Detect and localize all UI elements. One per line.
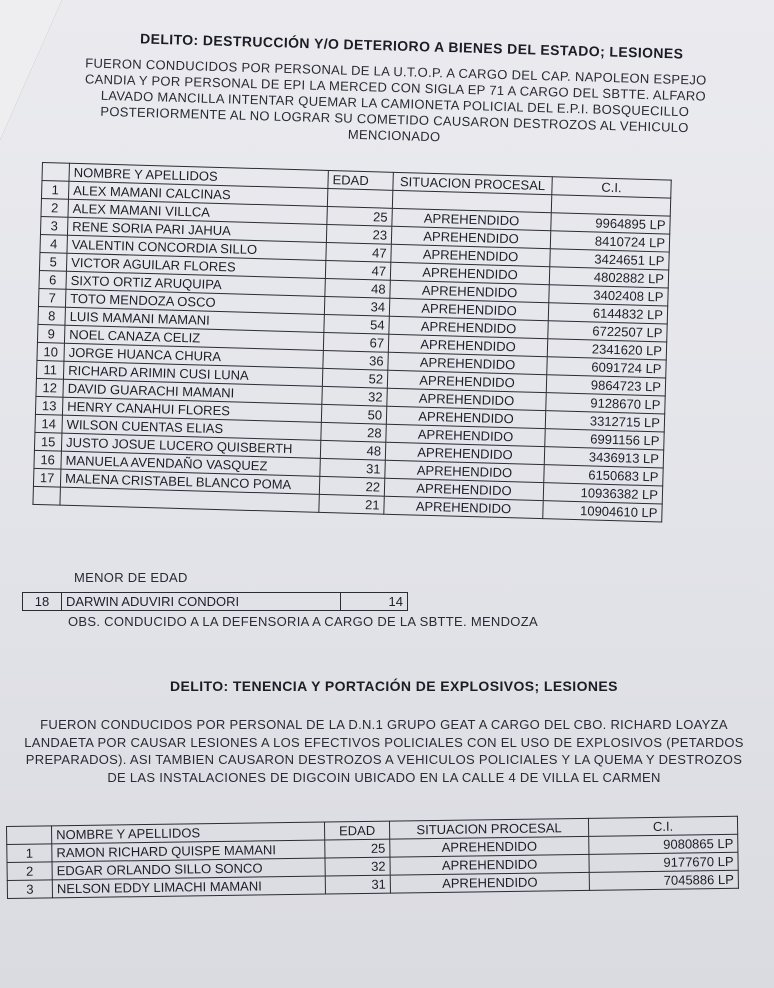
row-name: HENRY CANAHUI FLORES [62, 397, 321, 422]
row-number: 15 [34, 432, 61, 451]
row-age: 48 [320, 440, 385, 460]
row-number: 1 [7, 844, 52, 863]
header-number [42, 163, 69, 182]
row-number: 6 [39, 270, 66, 289]
row-name: NELSON EDDY LIMACHI MAMANI [52, 876, 325, 898]
header-ci: C.I. [588, 816, 737, 836]
row-number: 1 [41, 181, 68, 200]
row-name: JUSTO JOSUE LUCERO QUISBERTH [61, 433, 320, 458]
row-ci: 8410724 LP [550, 231, 669, 252]
row-ci: 6150683 LP [544, 465, 663, 486]
row-age: 25 [327, 206, 392, 226]
row-age: 32 [325, 857, 390, 876]
row-status: APREHENDIDO [390, 280, 549, 302]
section2-paragraph: FUERON CONDUCIDOS POR PERSONAL DE LA D.N.1 GRUPO GEAT A CARGO DEL CBO. RICHARD LOAYZA LANDAETA POR CAUSAR LESIONES A LOS EFECTIVOS POLICIALES CON EL USO DE EXPLOSIVOS (PETARDOS PREPARADOS). ASI TAMBIEN CAUSARON DESTROZOS A VEHICULOS POLICIALES Y LA QUEMA Y DESTROZOS DE LAS INSTALACIONES DE DIGCOIN UBICADO EN LA CALLE 4 DE VILLA EL CARMEN [24, 717, 744, 785]
row-age [327, 188, 392, 208]
row-number: 11 [36, 360, 63, 379]
row-status: APREHENDIDO [386, 406, 545, 428]
row-ci: 9177670 LP [589, 852, 738, 872]
row-name: RENE SORIA PARI JAHUA [67, 217, 326, 242]
row-status: APREHENDIDO [387, 370, 546, 392]
row-ci: 10904610 LP [543, 501, 662, 522]
row-number: 17 [33, 468, 60, 487]
row-age: 48 [325, 278, 390, 298]
row-ci: 3312715 LP [545, 411, 664, 432]
row-age: 31 [320, 458, 385, 478]
row-ci: 7045886 LP [589, 870, 738, 890]
row-status: APREHENDIDO [387, 388, 546, 410]
row-age: 23 [326, 224, 391, 244]
header-name: NOMBRE Y APELLIDOS [69, 163, 328, 188]
row-name: MANUELA AVENDAÑO VASQUEZ [61, 451, 320, 476]
row-number: 12 [36, 378, 63, 397]
row-age: 28 [321, 422, 386, 442]
row-ci: 10936382 LP [543, 483, 662, 504]
row-status: APREHENDIDO [385, 460, 544, 482]
row-status: APREHENDIDO [384, 478, 543, 500]
header-name: NOMBRE Y APELLIDOS [52, 822, 325, 844]
row-status: APREHENDIDO [386, 424, 545, 446]
row-name: WILSON CUENTAS ELIAS [62, 415, 321, 440]
row-name: MALENA CRISTABEL BLANCO POMA [60, 469, 319, 494]
row-ci: 3436913 LP [544, 447, 663, 468]
row-age: 31 [325, 875, 390, 894]
row-ci: 4802882 LP [549, 267, 668, 288]
header-status: SITUACION PROCESAL [393, 172, 552, 194]
row-status: APREHENDIDO [390, 836, 589, 857]
row-number: 5 [39, 252, 66, 271]
row-name: SIXTO ORTIZ ARUQUIPA [66, 271, 325, 296]
row-ci: 6144832 LP [548, 303, 667, 324]
row-name: RICHARD ARIMIN CUSI LUNA [63, 361, 322, 386]
row-number: 3 [7, 880, 52, 899]
row-age: 34 [324, 296, 389, 316]
row-status: APREHENDIDO [390, 872, 589, 893]
row-ci: 6091724 LP [547, 357, 666, 378]
row-status: APREHENDIDO [385, 442, 544, 464]
row-number: 9 [37, 324, 64, 343]
row-ci: 6991156 LP [545, 429, 664, 450]
row-status: APREHENDIDO [384, 496, 543, 518]
row-status: APREHENDIDO [391, 226, 550, 248]
row-ci: 2341620 LP [547, 339, 666, 360]
row-name: DAVID GUARACHI MAMANI [63, 379, 322, 404]
row-ci: 9080865 LP [589, 834, 738, 854]
row-age: 47 [326, 242, 391, 262]
observation: OBS. CONDUCIDO A LA DEFENSORIA A CARGO DE LA SBTTE. MENDOZA [68, 614, 538, 629]
section2-table [6, 816, 739, 899]
table-row [23, 593, 408, 611]
section1-title: DELITO: DESTRUCCIÓN Y/O DETERIORO A BIENES DEL ESTADO; LESIONES [139, 30, 684, 62]
row-age: 50 [321, 404, 386, 424]
row-number: 7 [38, 288, 65, 307]
row-number: 2 [41, 198, 68, 217]
header-age: EDAD [328, 170, 393, 190]
minor-label: MENOR DE EDAD [74, 570, 188, 585]
row-name: TOTO MENDOZA OSCO [65, 289, 324, 314]
section1-paragraph: FUERON CONDUCIDOS POR PERSONAL DE LA U.T.O.P. A CARGO DEL CAP. NAPOLEON ESPEJO CANDIA Y POR PERSONAL DE EPI LA MERCED CON SIGLA EP 71 A CARGO DEL SBTTE. ALFARO LAVADO MANCILLA INTENTAR QUEMAR LA CAMIONETA POLICIAL DEL E.P.I. BOSQUECILLO POSTERIORMENTE AL NO LOGRAR SU COMETIDO CAUSARON DESTROZOS AL VEHICULO MENCIONADO [84, 55, 707, 145]
header-status: SITUACION PROCESAL [389, 818, 588, 839]
row-number [33, 486, 60, 505]
section1-table [32, 162, 671, 522]
row-ci: 9964895 LP [551, 213, 670, 234]
row-number: 2 [7, 862, 52, 881]
row-age: 47 [325, 260, 390, 280]
row-name: VICTOR AGUILAR FLORES [66, 253, 325, 278]
row-ci: 9128670 LP [546, 393, 665, 414]
row-number: 10 [37, 342, 64, 361]
row-status: APREHENDIDO [389, 298, 548, 320]
row-age: 21 [319, 494, 384, 514]
row-age: 32 [322, 386, 387, 406]
row-name: LUIS MAMANI MAMANI [65, 307, 324, 332]
row-number: 14 [35, 414, 62, 433]
row-status: APREHENDIDO [391, 244, 550, 266]
row-name: ALEX MAMANI VILLCA [68, 199, 327, 224]
row-age: 36 [323, 350, 388, 370]
row-age: 54 [324, 314, 389, 334]
row-name: ALEX MAMANI CALCINAS [68, 181, 327, 206]
row-ci: 3402408 LP [549, 285, 668, 306]
row-age: 52 [322, 368, 387, 388]
row-status: APREHENDIDO [389, 316, 548, 338]
row-age: 67 [323, 332, 388, 352]
minor-table [22, 592, 408, 611]
row-age: 25 [325, 839, 390, 858]
row-name: VALENTIN CONCORDIA SILLO [67, 235, 326, 260]
row-number: 13 [35, 396, 62, 415]
row-ci: 9864723 LP [546, 375, 665, 396]
header-ci: C.I. [552, 177, 671, 198]
row-age: 14 [341, 593, 408, 611]
row-name: RAMON RICHARD QUISPE MAMANI [52, 840, 325, 862]
header-number [7, 826, 52, 845]
row-number: 18 [23, 593, 62, 611]
row-ci: 3424651 LP [550, 249, 669, 270]
row-number: 8 [38, 306, 65, 325]
section2-title: DELITO: TENENCIA Y PORTACIÓN DE EXPLOSIVOS; LESIONES [170, 678, 618, 694]
row-name: DARWIN ADUVIRI CONDORI [62, 593, 341, 611]
header-age: EDAD [324, 821, 389, 840]
row-number: 3 [40, 216, 67, 235]
row-name: NOEL CANAZA CELIZ [64, 325, 323, 350]
row-name: JORGE HUANCA CHURA [64, 343, 323, 368]
row-status: APREHENDIDO [388, 352, 547, 374]
row-ci: 6722507 LP [548, 321, 667, 342]
row-status: APREHENDIDO [390, 262, 549, 284]
row-number: 16 [34, 450, 61, 469]
row-status: APREHENDIDO [388, 334, 547, 356]
row-age: 22 [319, 476, 384, 496]
row-status: APREHENDIDO [392, 208, 551, 230]
row-name: EDGAR ORLANDO SILLO SONCO [52, 858, 325, 880]
row-status: APREHENDIDO [390, 854, 589, 875]
row-number: 4 [40, 234, 67, 253]
